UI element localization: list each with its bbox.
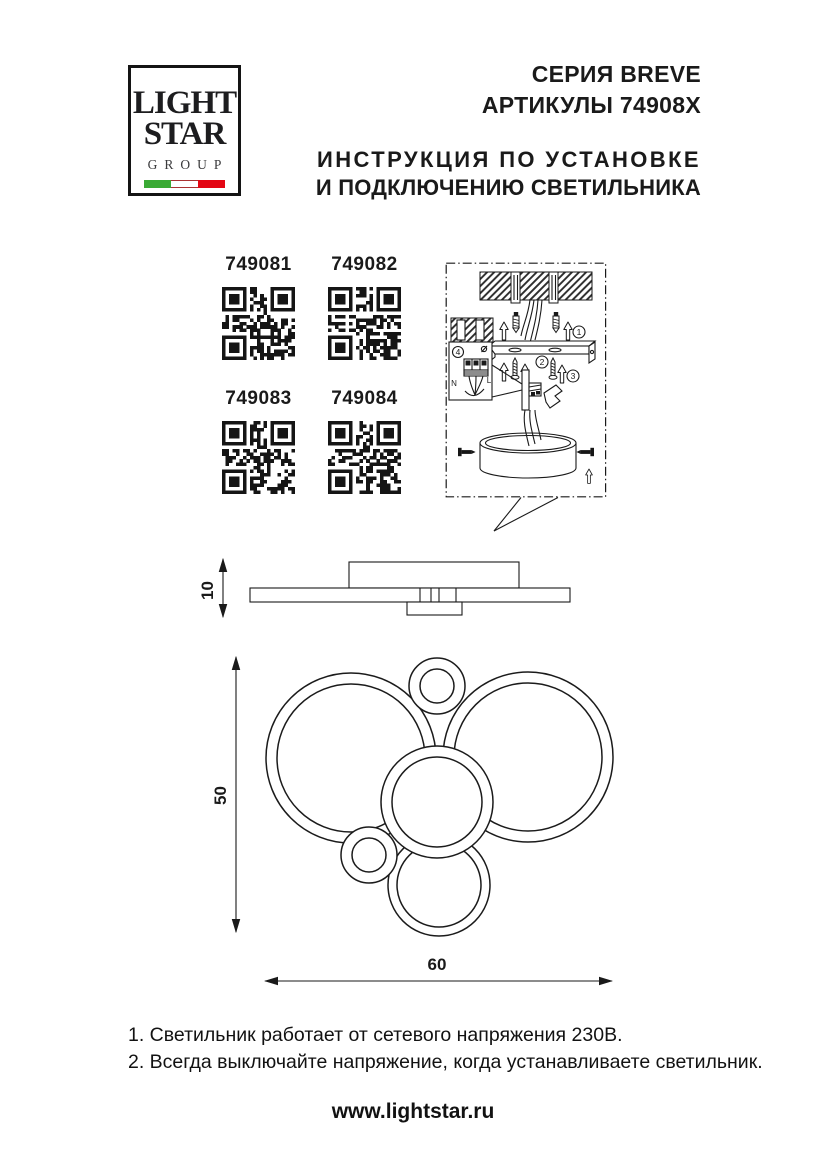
qr-block-749083: [222, 388, 295, 494]
logo-light-text: LIGHT: [132, 85, 237, 121]
terminal-inset: [449, 318, 493, 400]
svg-text:3: 3: [570, 371, 576, 381]
svg-text:4: 4: [455, 347, 461, 357]
flag-red: [198, 180, 225, 188]
drill-hole: [549, 272, 558, 303]
fixing-clip: [544, 385, 562, 408]
note-line-2: 2. Всегда выключайте напряжение, когда устанавливаете светильник.: [128, 1051, 763, 1073]
ring-small-left: [341, 827, 397, 883]
lightstar-logo: [128, 65, 241, 196]
terminal-l-label: L: [486, 376, 492, 385]
flag-green: [144, 180, 171, 188]
up-arrow-icon: [500, 322, 508, 340]
installation-diagram: [445, 262, 607, 540]
side-screw: [458, 448, 476, 456]
canopy-side: [349, 562, 519, 588]
step-4-marker: [453, 347, 464, 358]
terminal-block: [464, 359, 488, 376]
ring-medium-center: [381, 746, 493, 858]
qr-label: 749081: [225, 254, 292, 275]
up-arrow-icon: [558, 365, 566, 383]
qr-code-image: [222, 421, 295, 494]
qr-block-749084: [328, 388, 401, 494]
up-arrow-icon: [586, 469, 593, 483]
svg-text:2: 2: [539, 357, 545, 367]
driver-box: [407, 602, 462, 615]
mounting-screw: [549, 358, 557, 379]
qr-block-749081: [222, 254, 295, 360]
width-dimension: [230, 940, 650, 995]
qr-code-image: [328, 287, 401, 360]
qr-code-image: [222, 287, 295, 360]
italian-flag-icon: [144, 180, 226, 188]
flag-white: [171, 180, 198, 188]
website-url: www.lightstar.ru: [331, 1100, 495, 1123]
qr-block-749082: [328, 254, 401, 360]
header-block: [300, 59, 701, 121]
dim-10-label: 10: [198, 581, 217, 600]
side-view-drawing: [185, 545, 615, 635]
dim-50-label: 50: [211, 786, 230, 805]
mains-wires: [521, 300, 542, 343]
side-screw: [576, 448, 594, 456]
logo-star-text: STAR: [143, 116, 226, 152]
series-title: СЕРИЯ BREVE: [531, 61, 701, 87]
rings-group: [266, 658, 613, 936]
wall-anchor: [553, 312, 559, 333]
drill-hole: [511, 272, 520, 303]
qr-code-image: [328, 421, 401, 494]
up-arrow-icon: [564, 322, 572, 340]
step-2-marker: [536, 356, 548, 368]
qr-label: 749083: [225, 388, 292, 409]
terminal-n-label: N: [451, 379, 457, 388]
safety-notes: [128, 1022, 768, 1076]
note-line-1: 1. Светильник работает от сетевого напряжения 230В.: [128, 1024, 623, 1046]
fixture-plate: [250, 588, 570, 602]
step-1-marker: [573, 326, 585, 338]
pointer-line: [494, 498, 521, 532]
qr-label: 749084: [331, 388, 398, 409]
step-3-marker: [567, 370, 579, 382]
qr-label: 749082: [331, 254, 398, 275]
instruction-title: [300, 146, 701, 202]
ring-small-top: [409, 658, 465, 714]
dim-60-label: 60: [427, 955, 447, 974]
svg-text:1: 1: [576, 327, 582, 337]
logo-group-text: GROUP: [147, 157, 229, 172]
instruction-line-2: И ПОДКЛЮЧЕНИЮ СВЕТИЛЬНИКА: [315, 175, 701, 200]
front-view-drawing: [211, 645, 635, 945]
instruction-line-1: ИНСТРУКЦИЯ ПО УСТАНОВКЕ: [317, 147, 701, 172]
ceiling-hatched: [480, 272, 592, 303]
leader-line: [492, 390, 522, 397]
mounting-screw: [511, 358, 519, 379]
articles-title: АРТИКУЛЫ 74908X: [481, 92, 701, 118]
pointer-line: [494, 498, 558, 532]
wall-anchor: [513, 312, 519, 333]
